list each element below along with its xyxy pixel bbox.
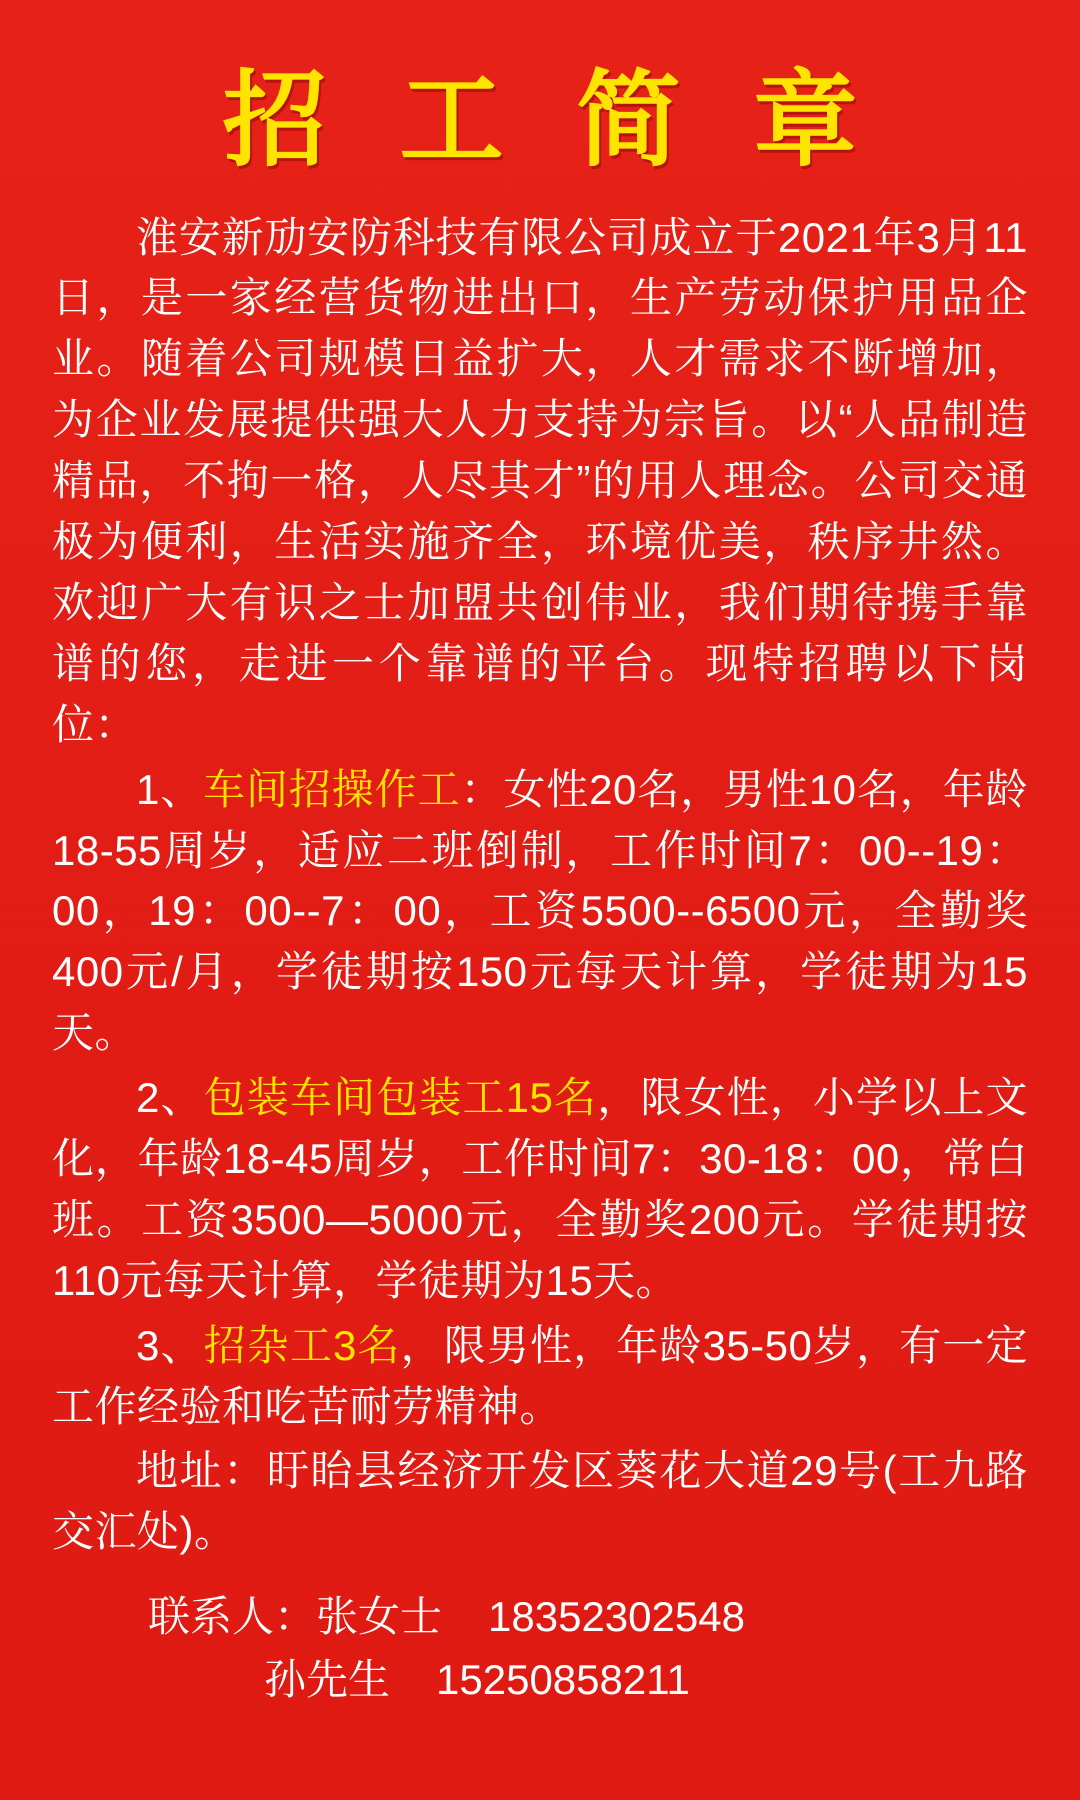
job-item-1 (52, 760, 1028, 1064)
contact-1-label: 联系人：张女士 (148, 1593, 443, 1641)
contact-row-1 (52, 1585, 1028, 1648)
contact-1-phone[interactable]: 18352302548 (488, 1593, 745, 1641)
job-1-detail: ：女性20名，男性10名，年龄18-55周岁，适应二班倒制，工作时间7：00--19：00，19：00--7：00，工资5500--6500元，全勤奖400元/月，学徒期按150元每天计算，学徒期为15天。 (52, 765, 1028, 1057)
address-line: 地址：盱眙县经济开发区葵花大道29号(工九路交汇处)。 (52, 1447, 1028, 1556)
page-title: 招 工 简 章 (222, 63, 880, 179)
job-2-detail: ，限女性，小学以上文化，年龄18-45周岁，工作时间7：30-18：00，常白班。工资3500—5000元，全勤奖200元。学徒期按110元每天计算，学徒期为15天。 (52, 1074, 1028, 1304)
job-1-number: 1、 (136, 765, 204, 813)
job-2-title: 包装车间包装工15名 (203, 1074, 598, 1122)
job-item-3 (52, 1316, 1028, 1438)
job-3-detail: ，限男性，年龄35-50岁，有一定工作经验和吃苦耐劳精神。 (52, 1321, 1029, 1430)
job-3-title: 招杂工3名 (203, 1321, 401, 1369)
contact-2-label: 孙先生 (264, 1656, 391, 1704)
job-2-number: 2、 (136, 1074, 204, 1122)
job-3-number: 3、 (136, 1321, 204, 1369)
job-1-title: 车间招操作工 (203, 765, 461, 813)
job-item-2 (52, 1068, 1028, 1312)
contact-row-2 (52, 1648, 1028, 1711)
contact-2-phone[interactable]: 15250858211 (436, 1656, 690, 1704)
poster-body (52, 208, 1028, 1564)
contact-block (52, 1585, 1028, 1711)
intro-paragraph: 淮安新劢安防科技有限公司成立于2021年3月11日，是一家经营货物进出口，生产劳动保护用品企业。随着公司规模日益扩大，人才需求不断增加，为企业发展提供强大人力支持为宗旨。以“人品制造精品，不拘一格，人尽其才”的用人理念。公司交通极为便利，生活实施齐全，环境优美，秩序井然。欢迎广大有识之士加盟共创伟业，我们期待携手靠谱的您，走进一个靠谱的平台。现特招聘以下岗位： (52, 213, 1028, 748)
